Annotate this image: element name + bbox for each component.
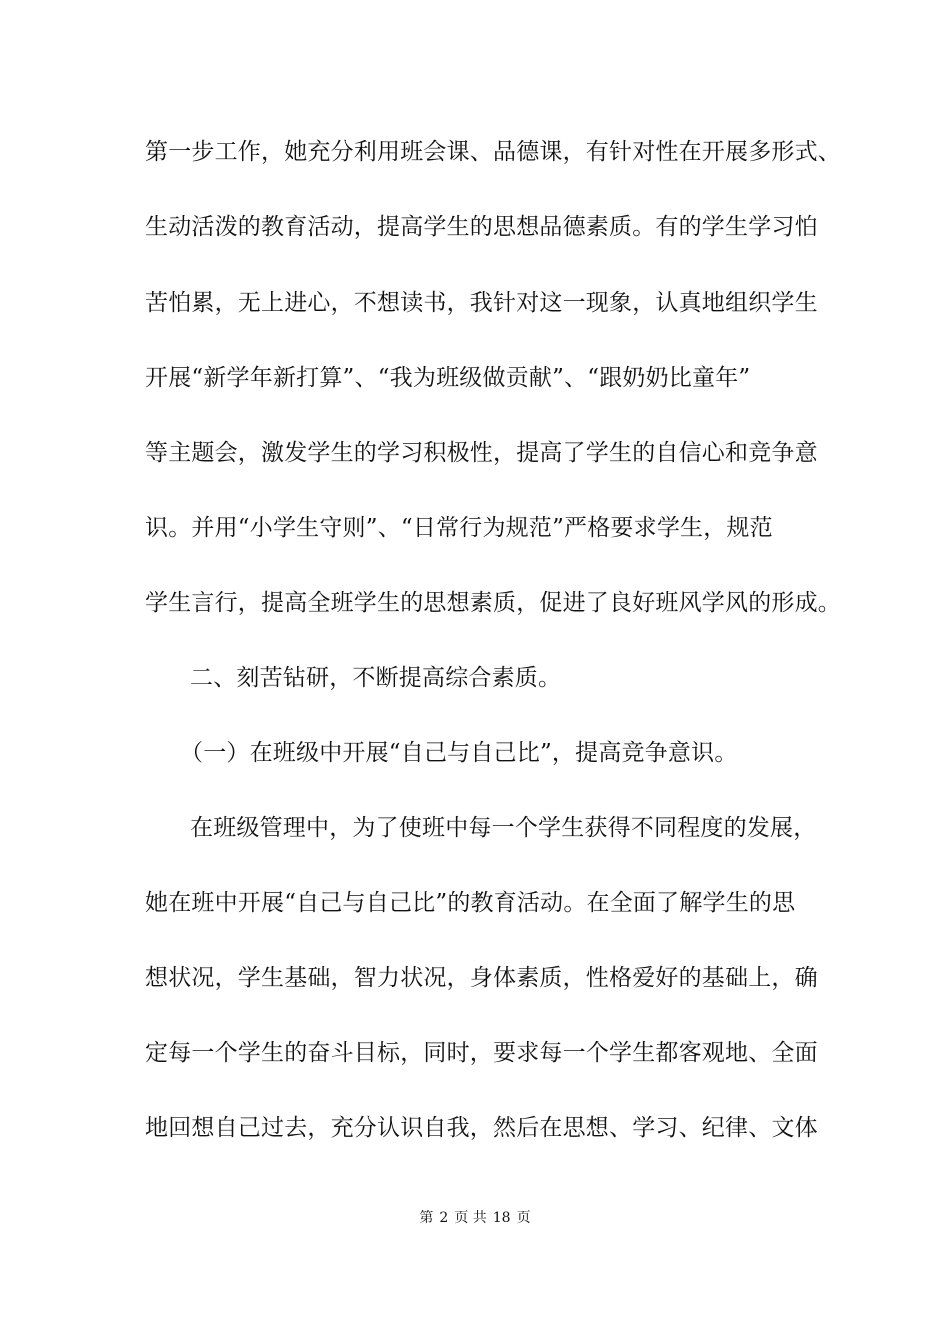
text-line: 识。并用“小学生守则”、“日常行为规范”严格要求学生，规范 [145,515,773,541]
text-line: 地回想自己过去，充分认识自我，然后在思想、学习、纪律、文体 [145,1115,818,1141]
footer-suffix: 页 [516,1210,531,1226]
page-footer [0,1208,950,1228]
text-line: 生动活泼的教育活动，提高学生的思想品德素质。有的学生学习怕 [145,214,818,240]
text-line: 定每一个学生的奋斗目标，同时，要求每一个学生都客观地、全面 [145,1040,818,1066]
text-line: 学生言行，提高全班学生的思想素质，促进了良好班风学风的形成。 [145,590,841,616]
text-line: 想状况，学生基础，智力状况，身体素质，性格爱好的基础上，确 [145,965,818,991]
footer-prefix: 第 [419,1210,434,1226]
text-line: 她在班中开展“自己与自己比”的教育活动。在全面了解学生的思 [145,890,796,916]
text-line: 第一步工作，她充分利用班会课、品德课，有针对性在开展多形式、 [145,139,841,165]
text-line: 开展“新学年新打算”、“我为班级做贡献”、“跟奶奶比童年” [145,365,751,391]
footer-total-pages: 18 [492,1210,511,1226]
footer-page-number: 2 [439,1210,449,1226]
subsection-heading: （一）在班级中开展“自己与自己比”，提高竞争意识。 [180,740,738,766]
text-line: 等主题会，激发学生的学习积极性，提高了学生的自信心和竞争意 [145,440,818,466]
section-heading: 二、刻苦钻研，不断提高综合素质。 [190,665,562,691]
text-line: 在班级管理中，为了使班中每一个学生获得不同程度的发展， [190,815,817,841]
text-line: 苦怕累，无上进心，不想读书，我针对这一现象，认真地组织学生 [145,290,818,316]
footer-middle: 页 共 [454,1210,487,1226]
